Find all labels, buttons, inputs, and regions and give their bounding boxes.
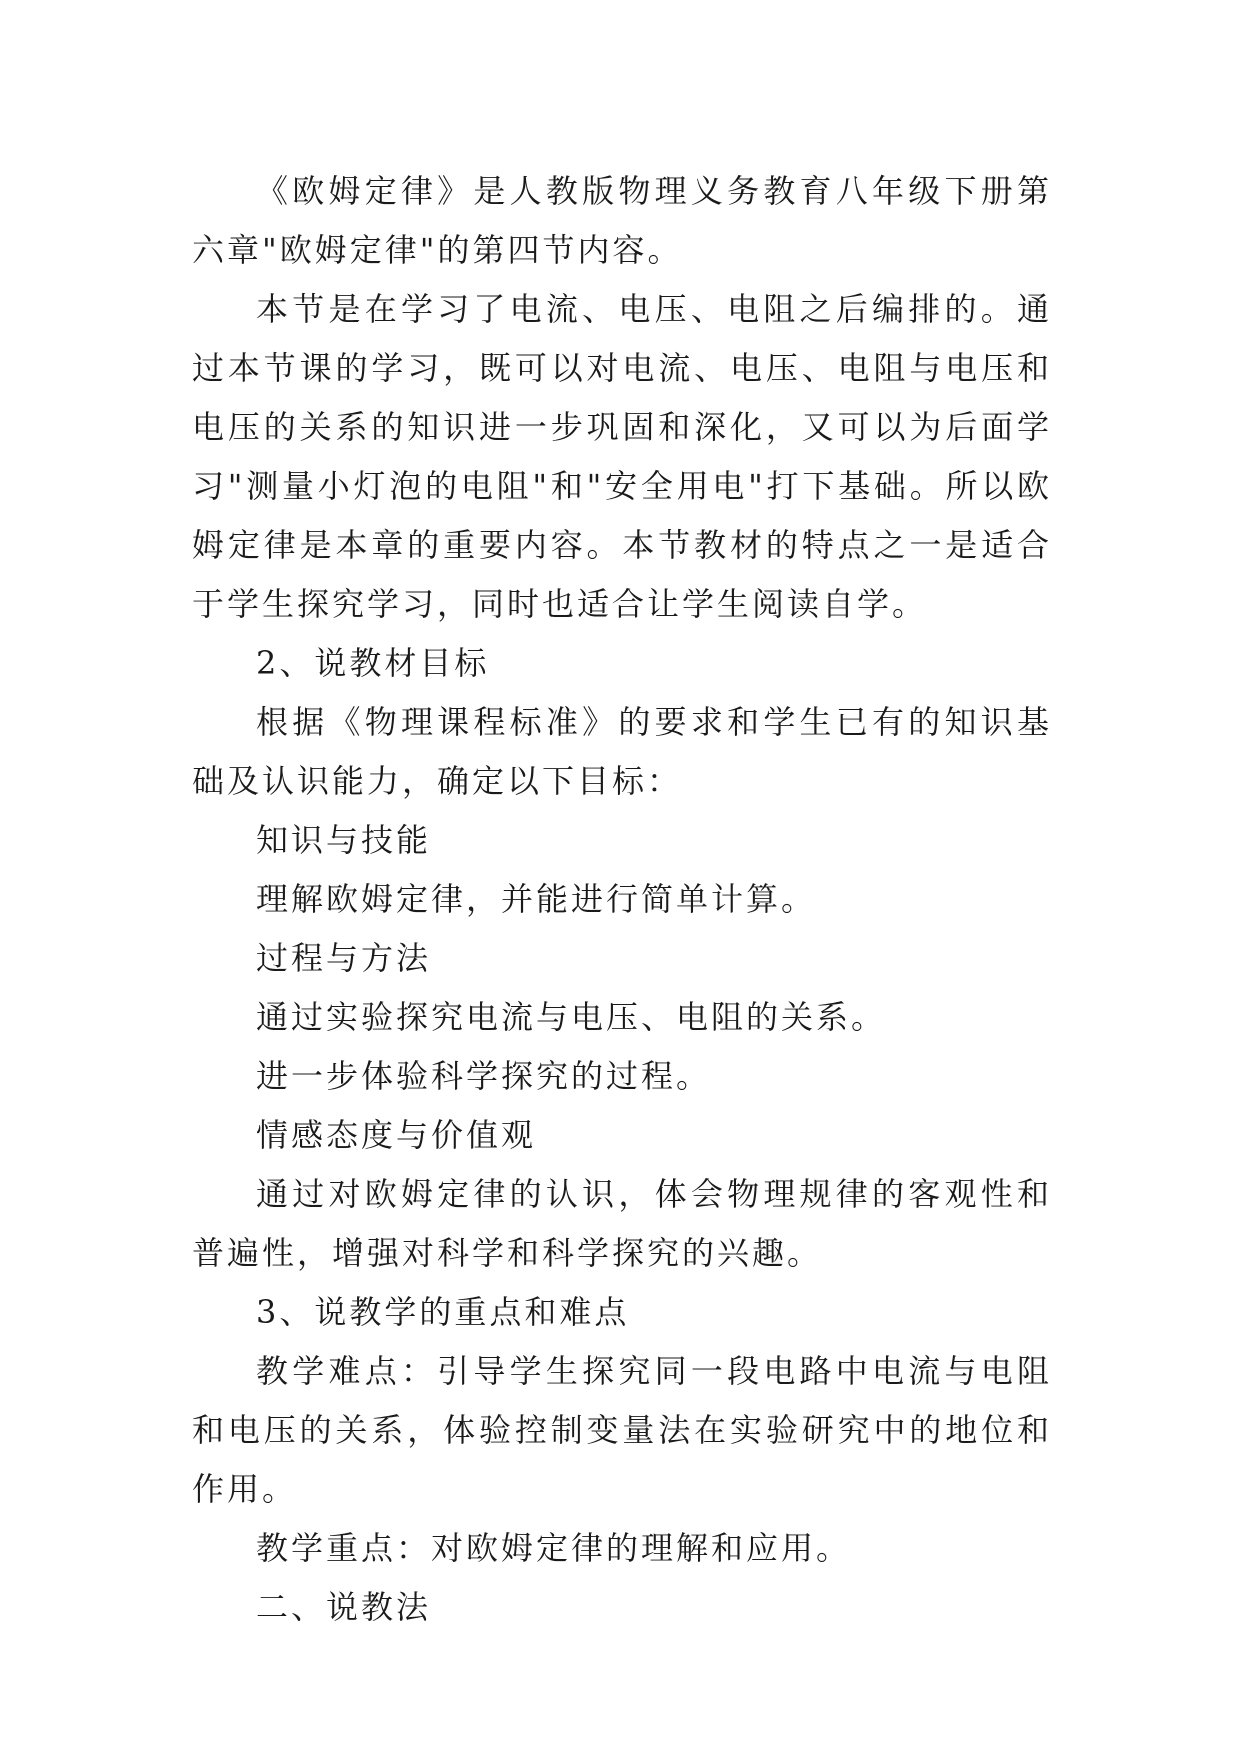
paragraph-process-method-2: 进一步体验科学探究的过程。	[256, 1057, 712, 1095]
heading-teaching-method: 二、说教法	[256, 1588, 432, 1626]
document-body	[192, 162, 1052, 1637]
heading-attitude-values: 情感态度与价值观	[256, 1116, 537, 1154]
paragraph-knowledge-skills: 理解欧姆定律，并能进行简单计算。	[256, 880, 817, 918]
paragraph-process-method-1: 通过实验探究电流与电压、电阻的关系。	[256, 998, 887, 1036]
paragraph-difficult-point: 教学难点：引导学生探究同一段电路中电流与电阻和电压的关系，体验控制变量法在实验研究中的地位和作用。	[192, 1352, 1052, 1508]
paragraph-attitude-values: 通过对欧姆定律的认识，体会物理规律的客观性和普遍性，增强对科学和科学探究的兴趣。	[192, 1175, 1052, 1272]
paragraph-section-context: 本节是在学习了电流、电压、电阻之后编排的。通过本节课的学习，既可以对电流、电压、电阻与电压和电压的关系的知识进一步巩固和深化，又可以为后面学习"测量小灯泡的电阻"和"安全用电"打下基础。所以欧姆定律是本章的重要内容。本节教材的特点之一是适合于学生探究学习，同时也适合让学生阅读自学。	[192, 290, 1052, 623]
heading-knowledge-skills: 知识与技能	[256, 821, 432, 859]
paragraph-goals-basis: 根据《物理课程标准》的要求和学生已有的知识基础及认识能力，确定以下目标：	[192, 703, 1052, 800]
heading-process-method: 过程与方法	[256, 939, 432, 977]
heading-key-difficult-points: 3、说教学的重点和难点	[256, 1293, 630, 1331]
heading-textbook-goals: 2、说教材目标	[256, 644, 490, 682]
paragraph-intro: 《欧姆定律》是人教版物理义务教育八年级下册第六章"欧姆定律"的第四节内容。	[192, 172, 1052, 269]
paragraph-key-point: 教学重点：对欧姆定律的理解和应用。	[256, 1529, 852, 1567]
